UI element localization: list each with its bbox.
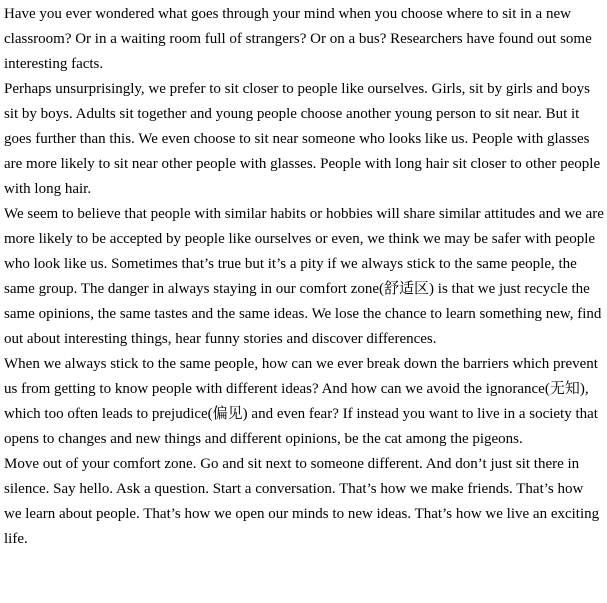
- paragraph-intro: Have you ever wondered what goes through your mind when you choose where to sit in a new classroom? Or in a waiting room full of strangers? Or on a bus? Researchers have found out some interesting facts.: [4, 6, 592, 72]
- paragraph-conclusion: Move out of your comfort zone. Go and sit next to someone different. And don’t just sit there in silence. Say hello. Ask a question. Start a conversation. That’s how we make friends. That’s how we learn about people. That’s how we open our minds to new ideas. That’s how we live an exciting life.: [4, 456, 600, 547]
- paragraph-barriers: When we always stick to the same people, how can we ever break down the barriers which prevent us from getting to know people with different ideas? And how can we avoid the ignorance(无知), which too often leads to prejudice(偏见) and even fear? If instead you want to live in a society that opens to changes and new things and different opinions, be the cat among the pigeons.: [4, 356, 598, 447]
- paragraph-comfort-zone: We seem to believe that people with similar habits or hobbies will share similar attitudes and we are more likely to be accepted by people like ourselves or even, we think we may be safer with people who look like us. Sometimes that’s true but it’s a pity if we always stick to the same people, the same group. The danger in always staying in our comfort zone(舒适区) is that we just recycle the same opinions, the same tastes and the same ideas. We lose the chance to learn something new, find out about interesting things, hear funny stories and discover differences.: [4, 206, 604, 347]
- paragraph-sit-near-similar: Perhaps unsurprisingly, we prefer to sit closer to people like ourselves. Girls, sit by girls and boys sit by boys. Adults sit together and young people choose another young person to sit near. But it goes further than this. We even choose to sit near someone who looks like us. People with glasses are more likely to sit near other people with glasses. People with long hair sit closer to other people with long hair.: [4, 81, 601, 197]
